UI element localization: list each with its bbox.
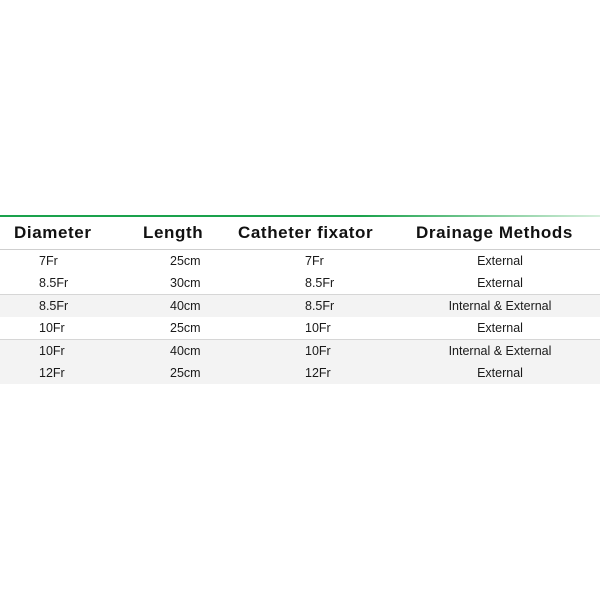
cell-length: 40cm bbox=[170, 299, 201, 313]
cell-catheter-fixator: 10Fr bbox=[305, 344, 331, 358]
cell-length: 25cm bbox=[170, 254, 201, 268]
cell-drainage-method: Internal & External bbox=[448, 299, 552, 313]
table-row bbox=[0, 362, 600, 384]
cell-catheter-fixator: 8.5Fr bbox=[305, 299, 335, 313]
cell-diameter: 7Fr bbox=[39, 254, 58, 268]
cell-length: 25cm bbox=[170, 366, 201, 380]
table-row bbox=[0, 317, 600, 340]
cell-diameter: 10Fr bbox=[39, 344, 65, 358]
cell-catheter-fixator: 8.5Fr bbox=[305, 276, 335, 290]
table-row bbox=[0, 340, 600, 362]
table-row bbox=[0, 295, 600, 317]
header-catheter-fixator: Catheter fixator bbox=[238, 223, 374, 242]
cell-catheter-fixator: 12Fr bbox=[305, 366, 331, 380]
cell-drainage-method: External bbox=[477, 254, 523, 268]
table-row bbox=[0, 272, 600, 295]
cell-length: 30cm bbox=[170, 276, 201, 290]
cell-catheter-fixator: 10Fr bbox=[305, 321, 331, 335]
cell-drainage-method: External bbox=[477, 321, 523, 335]
cell-diameter: 10Fr bbox=[39, 321, 65, 335]
cell-drainage-method: External bbox=[477, 276, 523, 290]
header-drainage-methods: Drainage Methods bbox=[416, 223, 573, 242]
table-row bbox=[0, 250, 600, 272]
table-header-row bbox=[0, 217, 600, 250]
cell-length: 40cm bbox=[170, 344, 201, 358]
cell-catheter-fixator: 7Fr bbox=[305, 254, 324, 268]
specification-table bbox=[0, 215, 600, 384]
header-length: Length bbox=[143, 223, 204, 242]
cell-length: 25cm bbox=[170, 321, 201, 335]
cell-diameter: 8.5Fr bbox=[39, 299, 69, 313]
cell-drainage-method: Internal & External bbox=[448, 344, 552, 358]
cell-diameter: 12Fr bbox=[39, 366, 65, 380]
header-diameter: Diameter bbox=[14, 223, 92, 242]
cell-diameter: 8.5Fr bbox=[39, 276, 69, 290]
cell-drainage-method: External bbox=[477, 366, 523, 380]
